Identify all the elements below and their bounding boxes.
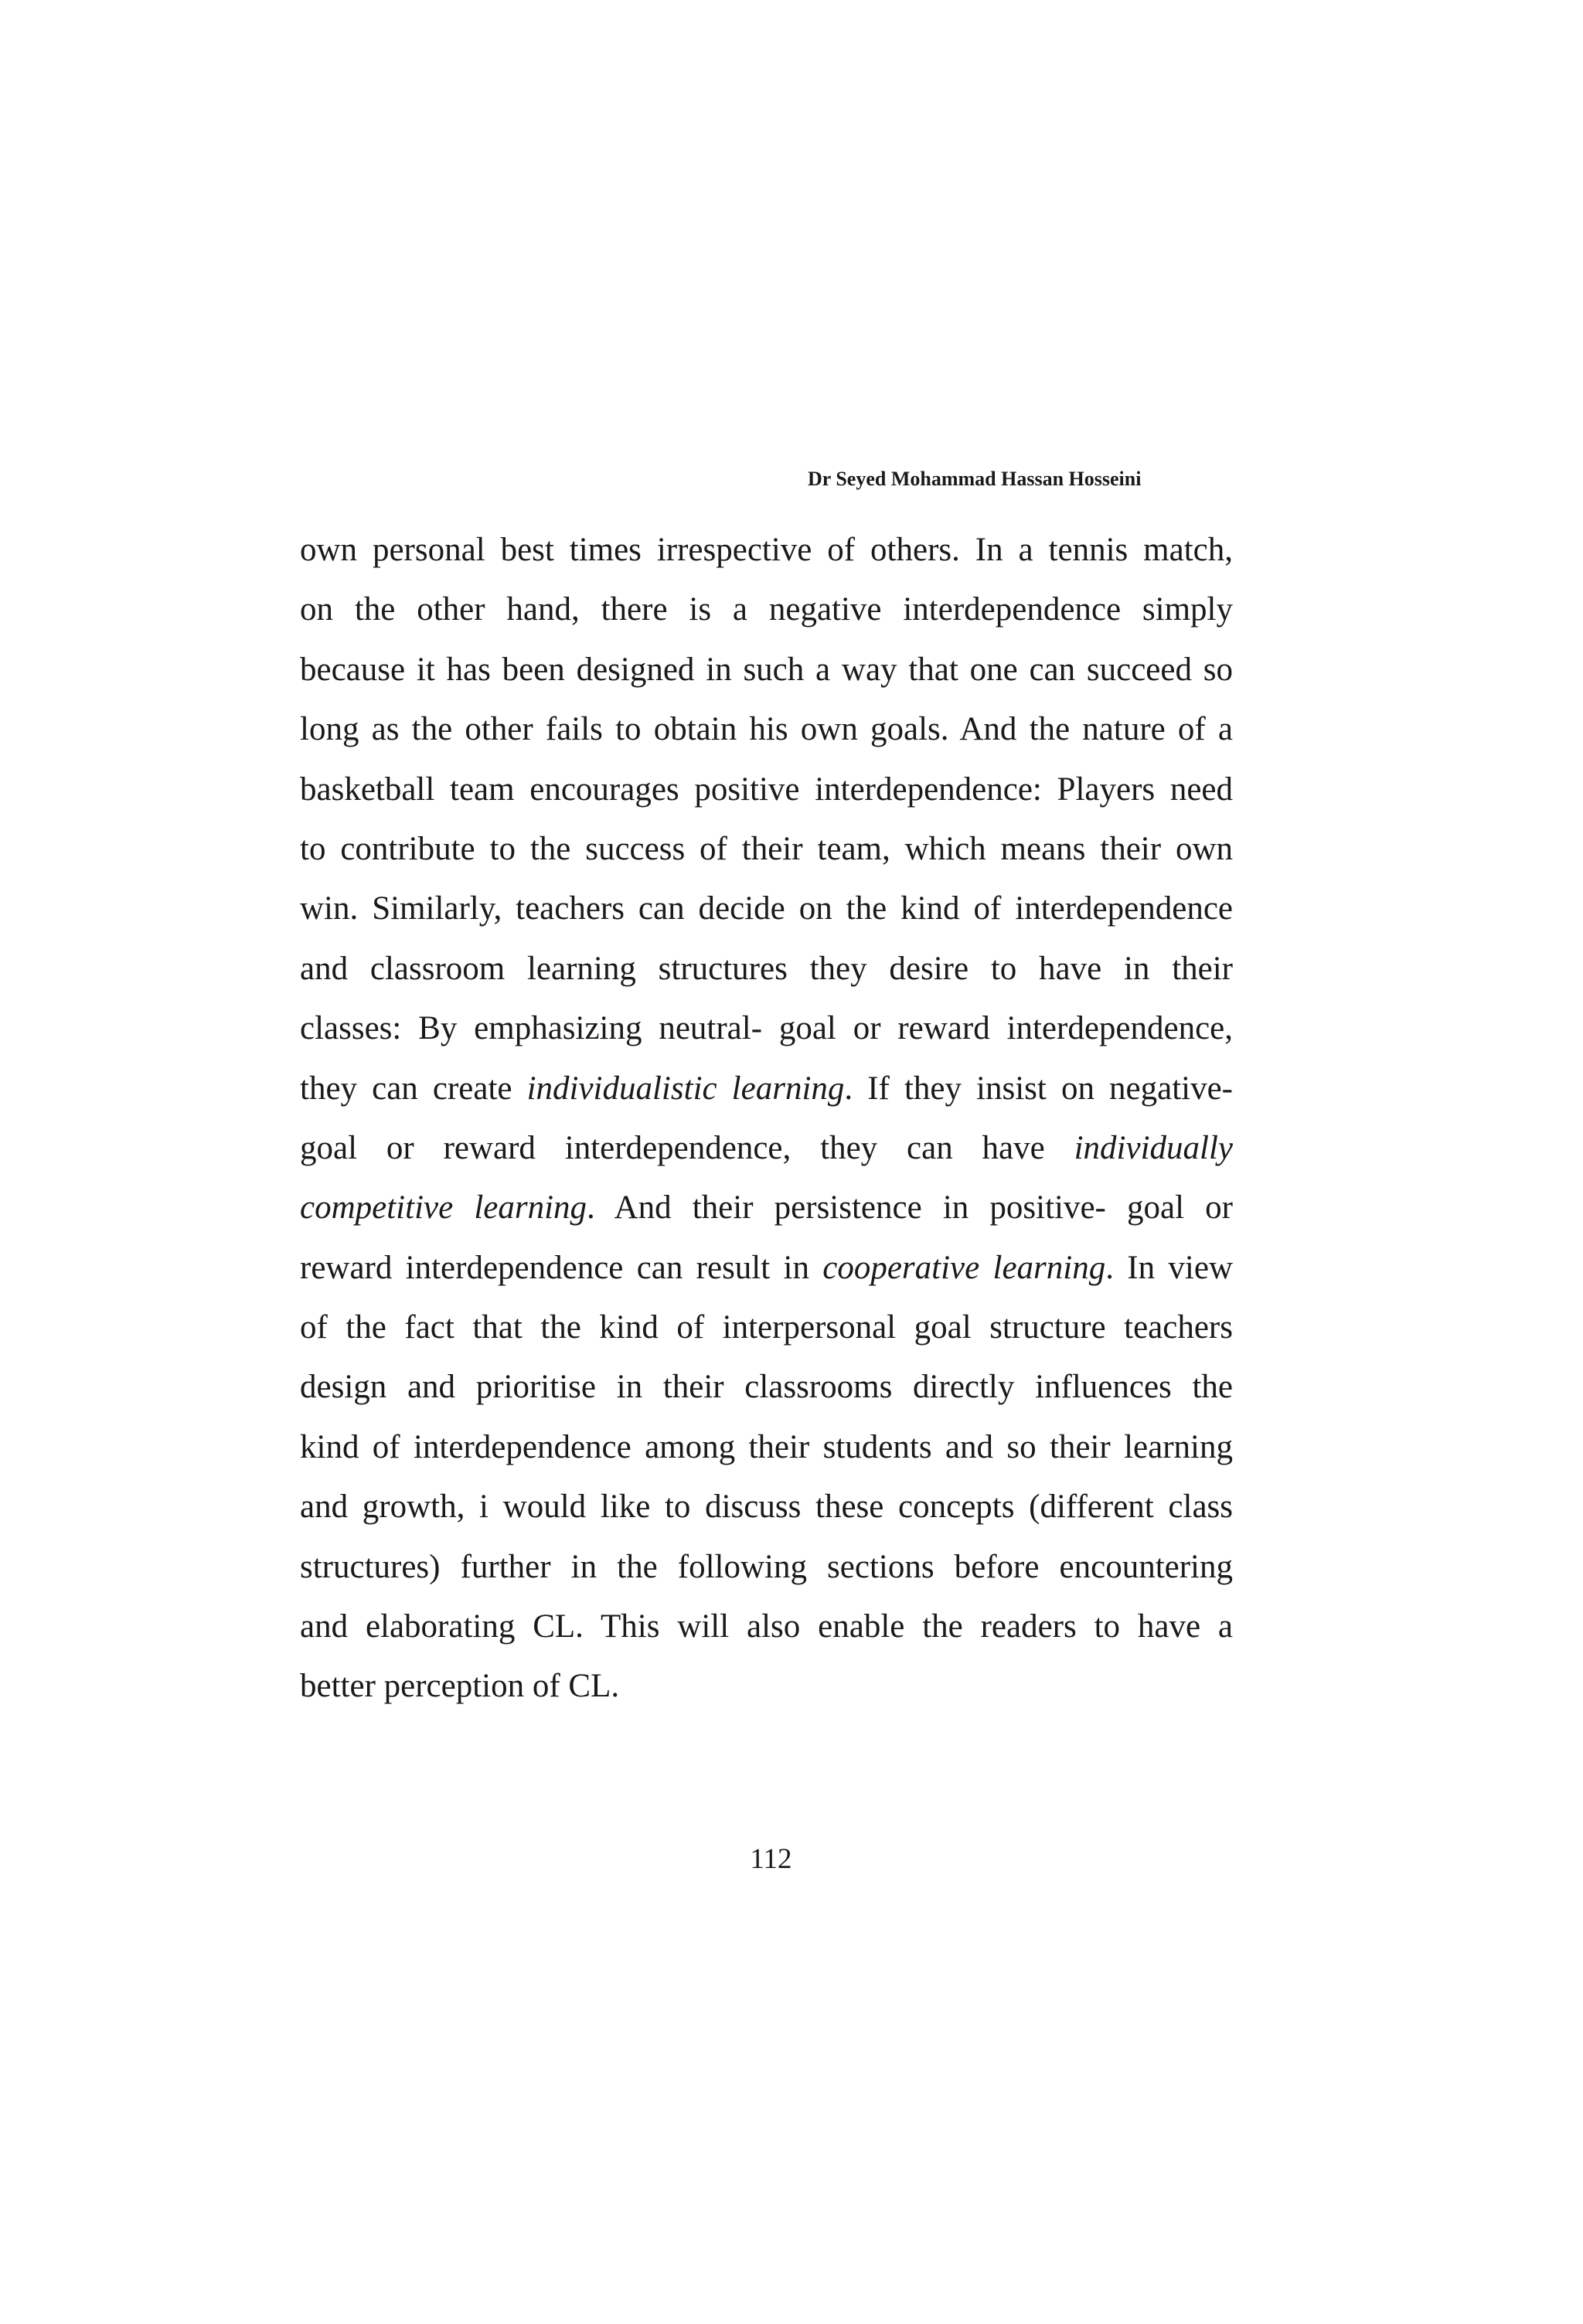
text-line: to contribute to the success of their team, which means their own xyxy=(300,830,1233,867)
page-number: 112 xyxy=(750,1843,792,1875)
text-segment: . If they insist on negative- xyxy=(844,1070,1233,1107)
text-line: and elaborating CL. This will also enable the readers to have a xyxy=(300,1608,1233,1645)
italic-term: cooperative learning xyxy=(822,1249,1106,1286)
text-line xyxy=(300,1184,1233,1244)
text-line: structures) further in the following sections before encountering xyxy=(300,1548,1233,1585)
text-line: kind of interdependence among their students and so their learning xyxy=(300,1428,1233,1465)
text-line xyxy=(300,1065,1233,1125)
text-line: win. Similarly, teachers can decide on the kind of interdependence xyxy=(300,890,1233,927)
text-line: design and prioritise in their classrooms directly influences the xyxy=(300,1369,1233,1406)
text-line: because it has been designed in such a way that one can succeed so xyxy=(300,651,1233,688)
text-line: and growth, i would like to discuss these concepts (different class xyxy=(300,1489,1233,1526)
text-line xyxy=(300,1244,1233,1304)
text-line: classes: By emphasizing neutral- goal or reward interdependence, xyxy=(300,1010,1233,1047)
text-line: on the other hand, there is a negative interdependence simply xyxy=(300,591,1233,628)
running-header-author: Dr Seyed Mohammad Hassan Hosseini xyxy=(808,468,1142,490)
text-line: basketball team encourages positive interdependence: Players need xyxy=(300,771,1233,808)
body-paragraph xyxy=(300,526,1233,1723)
text-line: long as the other fails to obtain his own goals. And the nature of a xyxy=(300,711,1233,748)
text-segment: . In view xyxy=(1105,1249,1233,1286)
italic-term: individualistic learning xyxy=(526,1070,845,1107)
italic-term: competitive learning xyxy=(300,1189,587,1227)
text-segment: . And their persistence in positive- goal or xyxy=(587,1189,1233,1227)
text-line xyxy=(300,1125,1233,1184)
italic-term: individually xyxy=(1074,1129,1233,1166)
text-segment: they can create xyxy=(300,1070,527,1107)
text-segment: goal or reward interdependence, they can have xyxy=(300,1129,1074,1166)
text-line: own personal best times irrespective of others. In a tennis match, xyxy=(300,532,1233,568)
text-line: of the fact that the kind of interpersonal goal structure teachers xyxy=(300,1309,1233,1346)
text-segment: reward interdependence can result in xyxy=(300,1249,823,1286)
text-line: and classroom learning structures they desire to have in their xyxy=(300,950,1233,987)
text-line: better perception of CL. xyxy=(300,1668,620,1705)
